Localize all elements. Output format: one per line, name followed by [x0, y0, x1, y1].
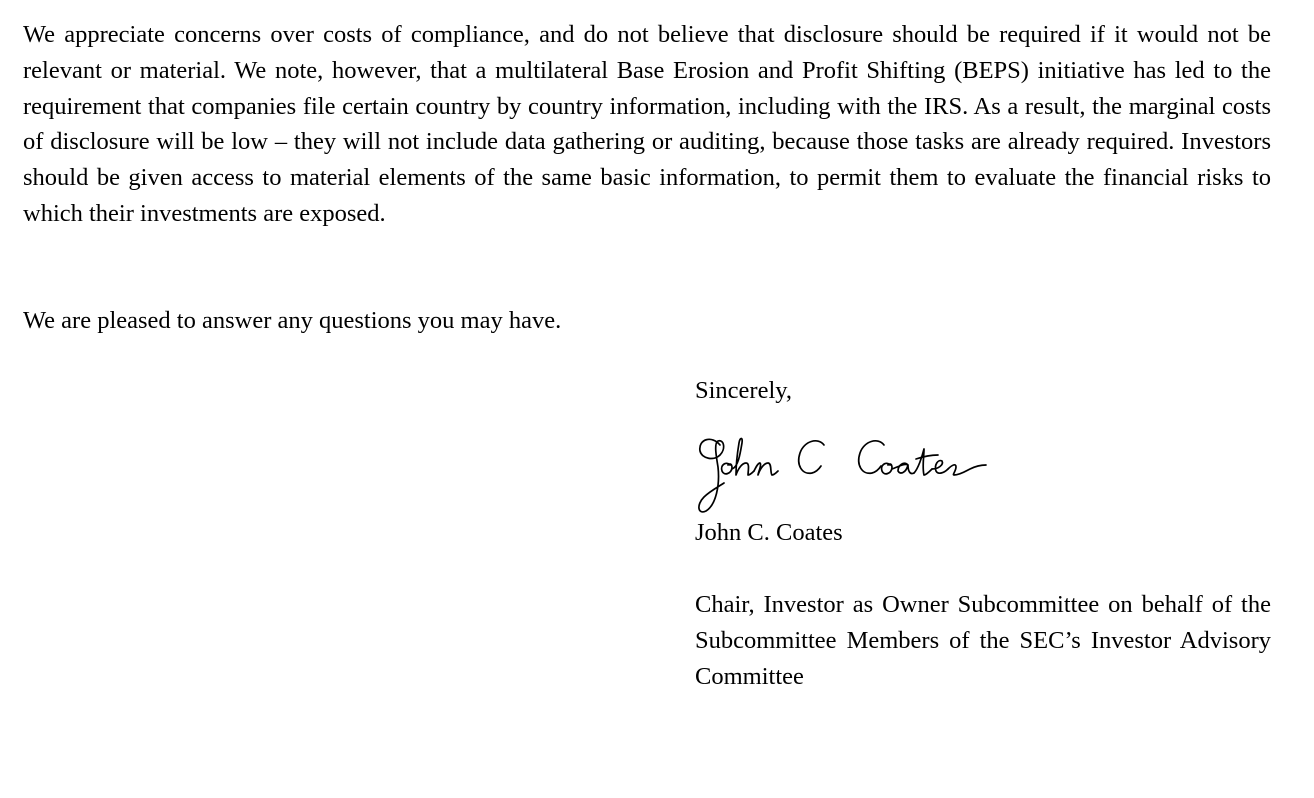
closing-salutation: Sincerely,	[695, 377, 793, 404]
handwritten-signature	[690, 425, 1010, 520]
signer-title-block	[695, 587, 1271, 694]
signer-name-block	[695, 515, 1271, 551]
closing-block	[695, 373, 1271, 409]
signer-title: Chair, Investor as Owner Subcommittee on behalf of the Subcommittee Members of the SEC’s Investor Advisory Committee	[695, 591, 1271, 690]
body-paragraph-questions: We are pleased to answer any questions you may have.	[23, 307, 562, 334]
signer-name: John C. Coates	[695, 519, 843, 546]
body-paragraph-disclosure-costs: We appreciate concerns over costs of compliance, and do not believe that disclosure should be required if it would not be relevant or material. We note, however, that a multilateral Base Erosion and Profit Shifting (BEPS) initiative has led to the requirement that companies file certain country by country information, including with the IRS. As a result, the marginal costs of disclosure will be low – they will not include data gathering or auditing, because those tasks are already required. Investors should be given access to material elements of the same basic information, to permit them to evaluate the financial risks to which their investments are exposed.	[23, 21, 1271, 227]
